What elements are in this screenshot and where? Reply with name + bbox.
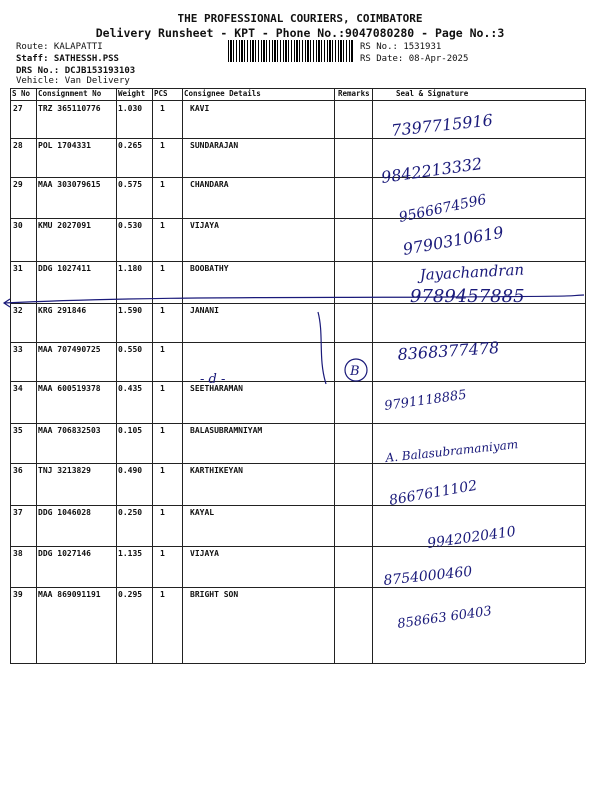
bracket-mark bbox=[318, 312, 326, 384]
signature-34: 9791118885 bbox=[383, 387, 468, 414]
cell-cno: DDG 1046028 bbox=[38, 508, 91, 517]
cell-sno: 29 bbox=[13, 180, 23, 189]
signature-35: A. Balasubramaniyam bbox=[384, 437, 519, 465]
signature-37: 9942020410 bbox=[426, 523, 517, 552]
row-divider bbox=[10, 261, 585, 262]
column-header: Remarks bbox=[338, 89, 370, 98]
row-divider bbox=[10, 546, 585, 547]
signature-36: 8667611102 bbox=[387, 477, 479, 509]
cell-name: VIJAYA bbox=[190, 221, 219, 230]
cell-pcs: 1 bbox=[160, 306, 165, 315]
cell-name: CHANDARA bbox=[190, 180, 229, 189]
row-divider bbox=[10, 303, 585, 304]
column-divider bbox=[585, 88, 586, 663]
document-title: THE PROFESSIONAL COURIERS, COIMBATORE bbox=[177, 12, 423, 25]
cell-cno: DDG 1027411 bbox=[38, 264, 91, 273]
cell-name: BALASUBRAMNIYAM bbox=[190, 426, 263, 435]
route-label: Route: KALAPATTI bbox=[16, 42, 103, 52]
cell-weight: 0.435 bbox=[118, 384, 143, 393]
column-divider bbox=[372, 88, 373, 663]
cell-pcs: 1 bbox=[160, 590, 165, 599]
cell-name: KAVI bbox=[190, 104, 210, 113]
signature-30: 9790310619 bbox=[401, 222, 505, 259]
column-header: PCS bbox=[154, 89, 168, 98]
cell-name: BOOBATHY bbox=[190, 264, 229, 273]
cell-name: SEETHARAMAN bbox=[190, 384, 243, 393]
cell-cno: POL 1704331 bbox=[38, 141, 91, 150]
signature-29: 9566674596 bbox=[397, 191, 488, 226]
cell-weight: 0.250 bbox=[118, 508, 143, 517]
cell-name: KAYAL bbox=[190, 508, 215, 517]
cell-name: KARTHIKEYAN bbox=[190, 466, 243, 475]
cell-pcs: 1 bbox=[160, 221, 165, 230]
cell-weight: 1.590 bbox=[118, 306, 143, 315]
cell-pcs: 1 bbox=[160, 426, 165, 435]
cell-sno: 37 bbox=[13, 508, 23, 517]
header-bottom-border bbox=[10, 100, 585, 101]
cell-weight: 0.490 bbox=[118, 466, 143, 475]
column-divider bbox=[182, 88, 183, 663]
column-divider bbox=[10, 88, 11, 663]
cell-weight: 1.180 bbox=[118, 264, 143, 273]
cell-sno: 27 bbox=[13, 104, 23, 113]
cell-cno: KRG 291846 bbox=[38, 306, 87, 315]
signature-27: 7397715916 bbox=[390, 110, 494, 140]
row-divider bbox=[10, 342, 585, 343]
row-divider bbox=[10, 218, 585, 219]
rs-date: RS Date: 08-Apr-2025 bbox=[360, 54, 469, 64]
cell-sno: 31 bbox=[13, 264, 23, 273]
cell-sno: 35 bbox=[13, 426, 23, 435]
cell-pcs: 1 bbox=[160, 180, 165, 189]
column-header: S No bbox=[12, 89, 31, 98]
signature-39: 858663 60403 bbox=[396, 603, 493, 632]
signature-33: 8368377478 bbox=[396, 337, 500, 364]
handwritten-cutoff-line bbox=[4, 295, 584, 303]
cell-name: VIJAYA bbox=[190, 549, 219, 558]
cell-cno: MAA 706832503 bbox=[38, 426, 101, 435]
cell-pcs: 1 bbox=[160, 264, 165, 273]
cell-sno: 32 bbox=[13, 306, 23, 315]
cell-sno: 34 bbox=[13, 384, 23, 393]
cell-pcs: 1 bbox=[160, 384, 165, 393]
cell-name: SUNDARAJAN bbox=[190, 141, 239, 150]
column-divider bbox=[334, 88, 335, 663]
cell-sno: 38 bbox=[13, 549, 23, 558]
column-header: Consignment No bbox=[38, 89, 102, 98]
row-divider bbox=[10, 587, 585, 588]
row33-dash-mark: - d - bbox=[200, 372, 226, 387]
cell-pcs: 1 bbox=[160, 141, 165, 150]
cell-pcs: 1 bbox=[160, 345, 165, 354]
cell-cno: MAA 303079615 bbox=[38, 180, 101, 189]
cell-cno: DDG 1027146 bbox=[38, 549, 91, 558]
cell-sno: 39 bbox=[13, 590, 23, 599]
column-header: Seal & Signature bbox=[396, 89, 469, 98]
cell-pcs: 1 bbox=[160, 104, 165, 113]
cell-weight: 0.105 bbox=[118, 426, 143, 435]
row-divider bbox=[10, 177, 585, 178]
cell-cno: TNJ 3213829 bbox=[38, 466, 91, 475]
cell-weight: 0.295 bbox=[118, 590, 143, 599]
cell-sno: 33 bbox=[13, 345, 23, 354]
column-header: Consignee Details bbox=[184, 89, 261, 98]
cell-weight: 0.575 bbox=[118, 180, 143, 189]
column-divider bbox=[36, 88, 37, 663]
signature-31-name: Jayachandran bbox=[419, 260, 525, 284]
signature-38: 8754000460 bbox=[382, 563, 474, 589]
cell-weight: 0.265 bbox=[118, 141, 143, 150]
row-divider bbox=[10, 505, 585, 506]
rs-number: RS No.: 1531931 bbox=[360, 42, 442, 52]
column-divider bbox=[152, 88, 153, 663]
document-subtitle: Delivery Runsheet - KPT - Phone No.:9047080280 - Page No.:3 bbox=[95, 26, 505, 40]
row-divider bbox=[10, 663, 585, 664]
staff-label: Staff: SATHESSH.PSS bbox=[16, 54, 119, 64]
cell-sno: 30 bbox=[13, 221, 23, 230]
signature-31: 9789457885 bbox=[410, 286, 525, 307]
circled-letter-mark bbox=[345, 359, 367, 381]
cell-weight: 1.030 bbox=[118, 104, 143, 113]
row-divider bbox=[10, 381, 585, 382]
cell-name: BRIGHT SON bbox=[190, 590, 239, 599]
vehicle-label: Vehicle: Van Delivery bbox=[16, 76, 130, 86]
signature-28: 9842213332 bbox=[379, 153, 484, 187]
cell-pcs: 1 bbox=[160, 549, 165, 558]
row-divider bbox=[10, 423, 585, 424]
cell-cno: MAA 707490725 bbox=[38, 345, 101, 354]
cell-cno: MAA 869091191 bbox=[38, 590, 101, 599]
cell-weight: 0.530 bbox=[118, 221, 143, 230]
cell-weight: 0.550 bbox=[118, 345, 143, 354]
cell-weight: 1.135 bbox=[118, 549, 143, 558]
cell-sno: 36 bbox=[13, 466, 23, 475]
cell-cno: MAA 600519378 bbox=[38, 384, 101, 393]
cell-sno: 28 bbox=[13, 141, 23, 150]
circled-letter-text: B bbox=[350, 364, 360, 379]
cell-cno: KMU 2027091 bbox=[38, 221, 91, 230]
cell-pcs: 1 bbox=[160, 466, 165, 475]
cell-pcs: 1 bbox=[160, 508, 165, 517]
row-divider bbox=[10, 138, 585, 139]
cell-name: JANANI bbox=[190, 306, 219, 315]
row-divider bbox=[10, 463, 585, 464]
cell-cno: TRZ 365110776 bbox=[38, 104, 101, 113]
barcode-image bbox=[228, 40, 354, 62]
column-divider bbox=[116, 88, 117, 663]
column-header: Weight bbox=[118, 89, 146, 98]
drs-label: DRS No.: DCJB153193103 bbox=[16, 66, 136, 76]
